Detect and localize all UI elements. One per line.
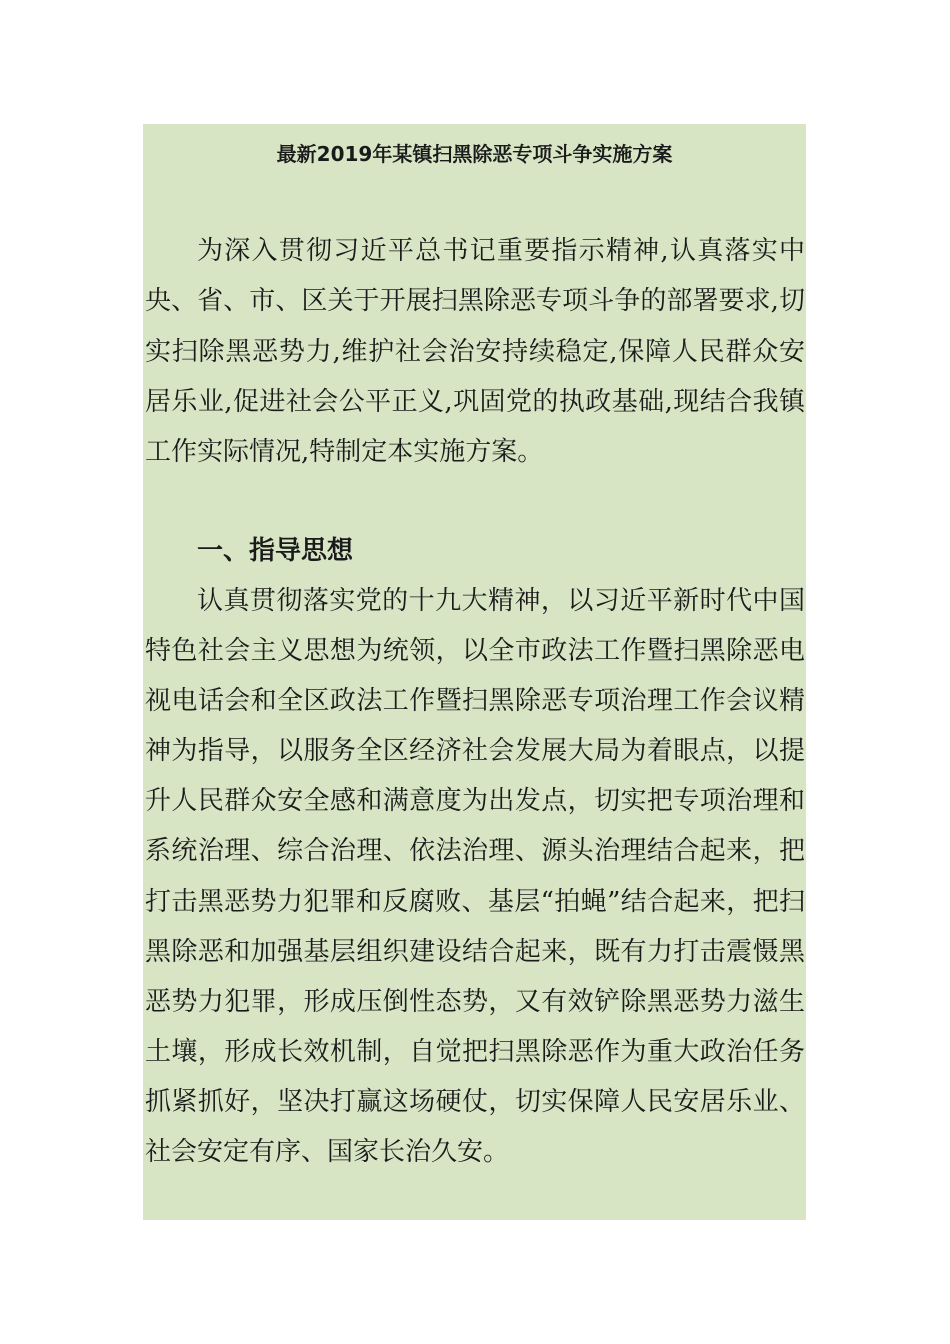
guiding-ideology-paragraph: 认真贯彻落实党的十九大精神，以习近平新时代中国特色社会主义思想为统领，以全市政法工作暨扫黑除恶电视电话会和全区政法工作暨扫黑除恶专项治理工作会议精神为指导，以服务全区经济社会发展大局为着眼点，以提升人民群众安全感和满意度为出发点，切实把专项治理和系统治理、综合治理、依法治理、源头治理结合起来，把打击黑恶势力犯罪和反腐败、基层“拍蝇”结合起来，把扫黑除恶和加强基层组织建设结合起来，既有力打击震慑黑恶势力犯罪，形成压倒性态势，又有效铲除黑恶势力滋生土壤，形成长效机制，自觉把扫黑除恶作为重大政治任务抓紧抓好，坚决打赢这场硬仗，切实保障人民安居乐业、社会安定有序、国家长治久安。: [145, 586, 805, 1168]
document-page: [143, 124, 806, 1220]
document-title: 最新2019年某镇扫黑除恶专项斗争实施方案: [276, 142, 673, 166]
section-heading-guiding-ideology: 一、指导思想: [197, 536, 354, 566]
intro-paragraph: 为深入贯彻习近平总书记重要指示精神,认真落实中央、省、市、区关于开展扫黑除恶专项斗争的部署要求,切实扫除黑恶势力,维护社会治安持续稳定,保障人民群众安居乐业,促进社会公平正义,巩固党的执政基础,现结合我镇工作实际情况,特制定本实施方案。: [145, 236, 805, 468]
